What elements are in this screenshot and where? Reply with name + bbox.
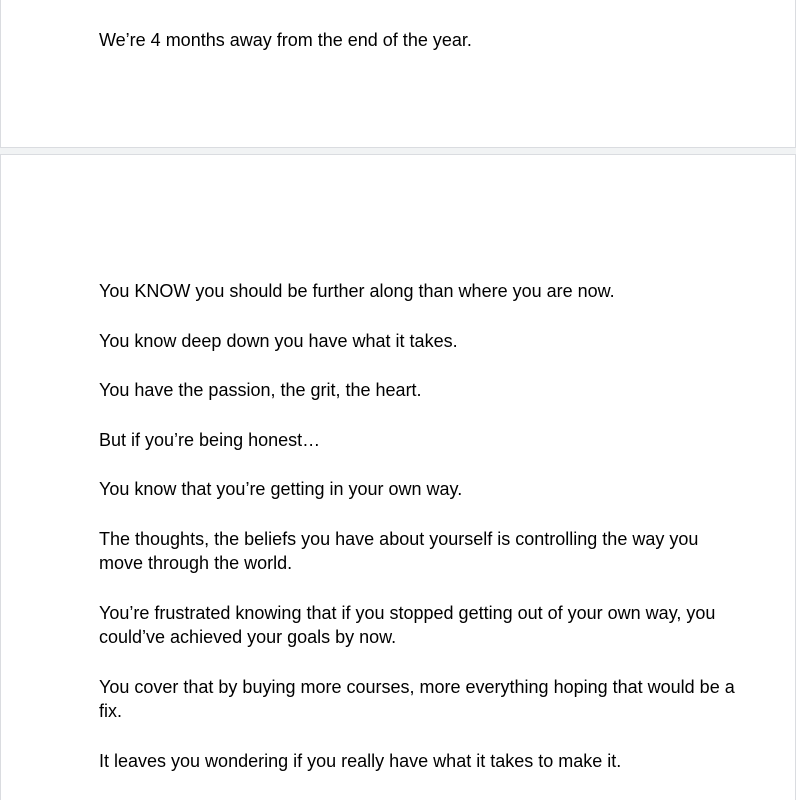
paragraph[interactable]: You have the passion, the grit, the heart. — [99, 380, 422, 400]
paragraph-list — [99, 279, 739, 798]
document-page-1[interactable] — [0, 0, 796, 148]
paragraph[interactable]: You’re frustrated knowing that if you stopped getting out of your own way, you could’ve achieved your goals by now. — [99, 602, 716, 647]
paragraph[interactable]: You know that you’re getting in your own way. — [99, 479, 463, 499]
paragraph[interactable]: You know deep down you have what it takes. — [99, 330, 458, 351]
paragraph[interactable]: It leaves you wondering if you really have what it takes to make it. — [99, 750, 622, 771]
paragraph[interactable]: You KNOW you should be further along than where you are now. — [99, 281, 615, 301]
paragraph[interactable]: The thoughts, the beliefs you have about yourself is controlling the way you move through the world. — [99, 528, 699, 573]
paragraph[interactable]: You cover that by buying more courses, more everything hoping that would be a fix. — [99, 676, 735, 721]
paragraph[interactable]: But if you’re being honest… — [99, 429, 321, 450]
paragraph[interactable]: We’re 4 months away from the end of the year. — [99, 30, 472, 50]
document-page-2[interactable] — [0, 154, 796, 800]
